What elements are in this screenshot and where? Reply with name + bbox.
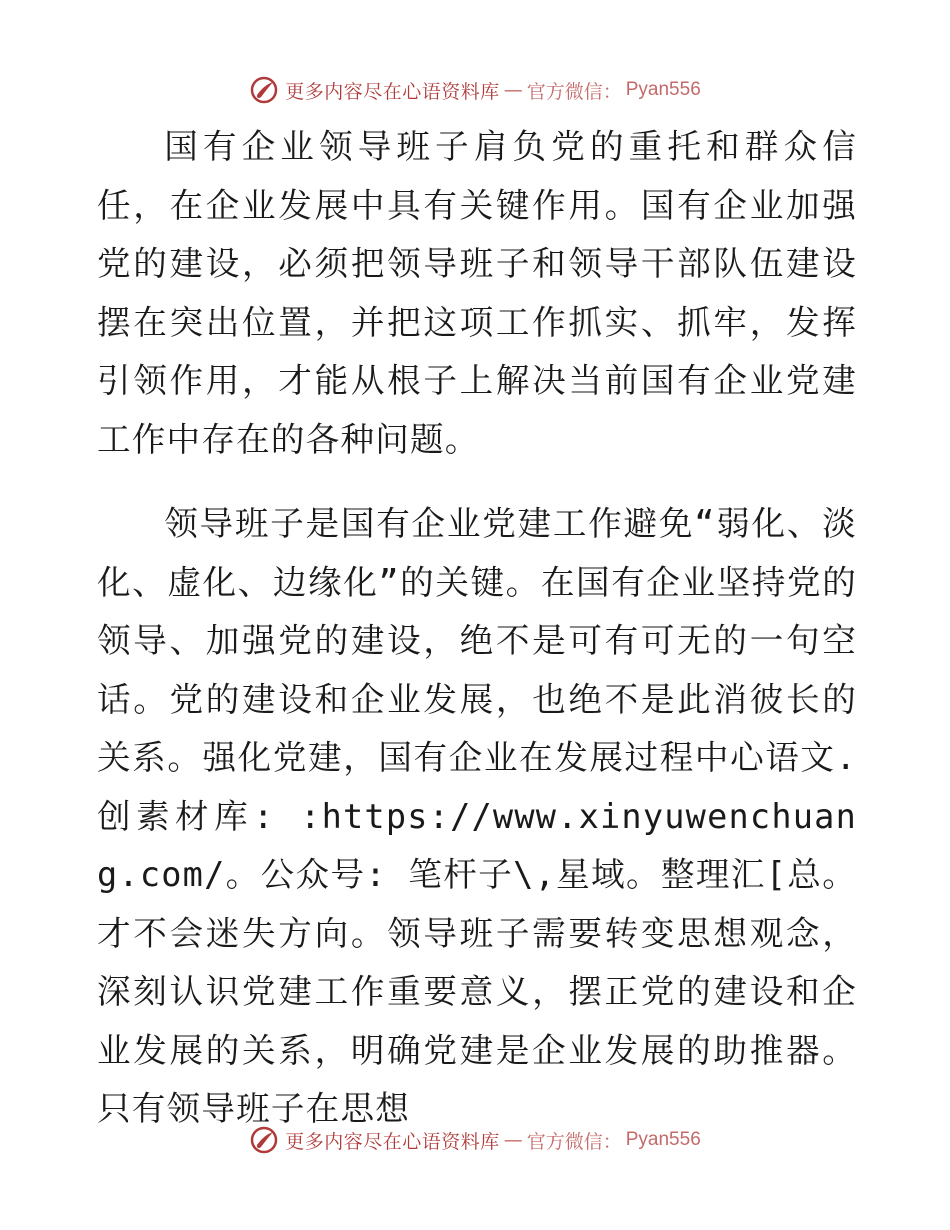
footer-watermark [0, 1120, 950, 1160]
watermark-label: 官方微信： [526, 80, 622, 103]
watermark-label: 官方微信： [526, 1130, 622, 1153]
header-watermark [0, 70, 950, 110]
paragraph-1: 国有企业领导班子肩负党的重托和群众信任，在企业发展中具有关键作用。国有企业加强党的建设，必须把领导班子和领导干部队伍建设摆在突出位置，并把这项工作抓实、抓牢，发挥引领作用，才能从根子上解决当前国有企业党建工作中存在的各种问题。 [97, 127, 857, 459]
watermark-site-name: 更多内容尽在心语资料库 [285, 80, 500, 103]
watermark-dash: — [503, 1129, 523, 1151]
watermark-wechat-id: Pyan556 [625, 79, 701, 100]
document-body [97, 118, 857, 1139]
paragraph-2: 领导班子是国有企业党建工作避免“弱化、淡化、虚化、边缘化”的关键。在国有企业坚持党的领导、加强党的建设，绝不是可有可无的一句空话。党的建设和企业发展，也绝不是此消彼长的关系。强化党建，国有企业在发展过程中心语文.创素材库: :https://www.xinyuwenchuang.com/。公众号: 笔杆子\,星域。整理汇[总。才不会迷失方向。领导班子需要转变思想观念，深刻认识党建工作重要意义，摆正党的建设和企业发展的关系，明确党建是企业发展的助推器。只有领导班子在思想 [97, 504, 857, 1128]
watermark-dash: — [503, 79, 523, 101]
watermark-site-name: 更多内容尽在心语资料库 [285, 1130, 500, 1153]
brush-logo-icon [249, 1125, 279, 1155]
brush-logo-icon [249, 75, 279, 105]
watermark-wechat-id: Pyan556 [625, 1129, 701, 1150]
